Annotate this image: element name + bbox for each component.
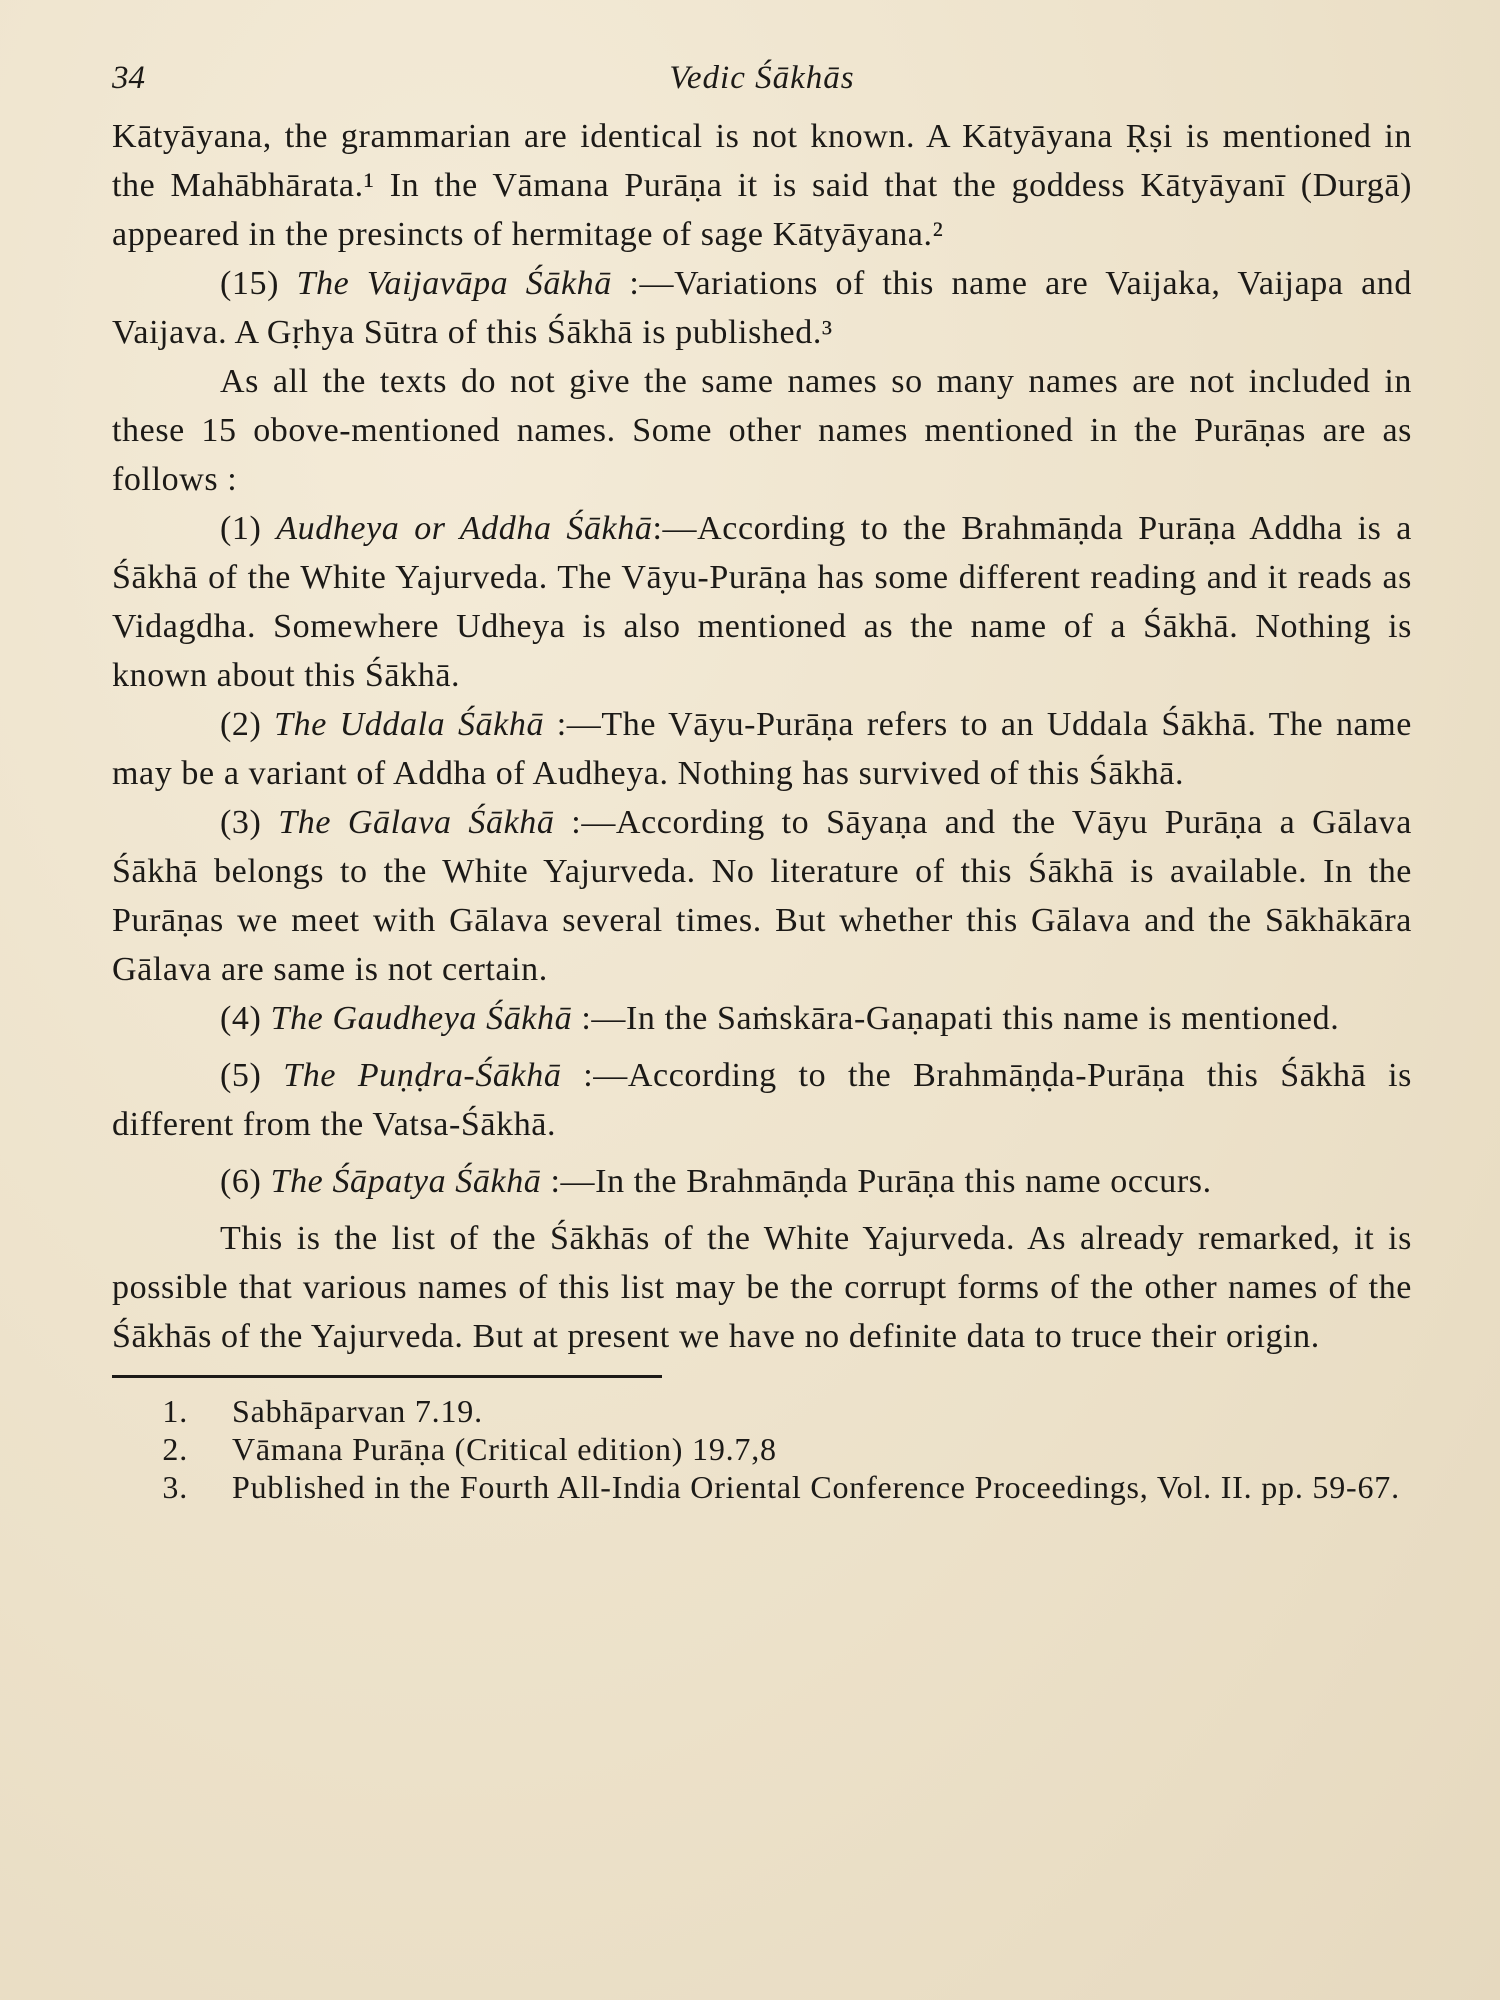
- item-label: The Śāpatya Śākhā: [270, 1163, 542, 1200]
- item-number: (3): [220, 804, 262, 841]
- paragraph-text: :—In the Brahmāṇda Purāṇa this name occurs.: [550, 1163, 1212, 1200]
- page-number: 34: [112, 60, 145, 96]
- item-number: (1): [220, 510, 262, 547]
- footnote-number: 2.: [162, 1431, 188, 1467]
- paragraph-text: :—The Vāyu-Purāṇa refers to an Uddala Śākhā. The name may be a variant of Addha of Audheya. Nothing has survived of this Śākhā.: [112, 706, 1412, 792]
- paragraph-pundra: [112, 1051, 1412, 1149]
- item-label: The Gālava Śākhā: [278, 804, 555, 841]
- item-label: The Uddala Śākhā: [274, 706, 545, 743]
- paragraph-conclusion: [112, 1214, 1412, 1361]
- footnotes: [112, 1392, 1412, 1506]
- paragraph-audheya: [112, 504, 1412, 700]
- paragraph-uddala: [112, 700, 1412, 798]
- paragraph-sapatya: [112, 1157, 1412, 1206]
- paragraph-galava: [112, 798, 1412, 994]
- footnote-number: 3.: [162, 1469, 188, 1505]
- item-label: The Vaijavāpa Śākhā: [296, 265, 612, 302]
- footnote-text: Sabhāparvan 7.19.: [232, 1393, 483, 1429]
- paragraph-text: :—According to the Brahmāṇḍa-Purāṇa this Śākhā is different from the Vatsa-Śākhā.: [112, 1057, 1412, 1143]
- item-label: The Puṇḍra-Śākhā: [283, 1057, 562, 1094]
- paragraph-text: As all the texts do not give the same names so many names are not included in these 15 obove-mentioned names. Some other names mentioned in the Purāṇas are as follows :: [112, 363, 1412, 498]
- body-text: [112, 112, 1412, 1361]
- item-label: The Gaudheya Śākhā: [270, 1000, 573, 1037]
- paragraph-text: :—According to Sāyaṇa and the Vāyu Purāṇa a Gālava Śākhā belongs to the White Yajurveda. No literature of this Śākhā is available. In the Purāṇas we meet with Gālava several times. But whether this Gālava and the Sākhākāra Gālava are same is not certain.: [112, 804, 1412, 988]
- paragraph-text: :—In the Saṁskāra-Gaṇapati this name is mentioned.: [581, 1000, 1340, 1037]
- item-number: (5): [220, 1057, 262, 1094]
- paragraph-other-names: [112, 357, 1412, 504]
- item-number: (6): [220, 1163, 262, 1200]
- item-label: Audheya or Addha Śākhā: [276, 510, 653, 547]
- paragraph-gaudheya: [112, 994, 1412, 1043]
- footnote-text: Vāmana Purāṇa (Critical edition) 19.7,8: [232, 1431, 777, 1467]
- paragraph: [112, 112, 1412, 259]
- footnote-text: Published in the Fourth All-India Oriental Conference Proceedings, Vol. II. pp. 59-67.: [232, 1469, 1400, 1505]
- footnote: [112, 1392, 1412, 1430]
- paragraph-text: :—According to the Brahmāṇda Purāṇa Addha is a Śākhā of the White Yajurveda. The Vāyu-Purāṇa has some different reading and it reads as Vidagdha. Somewhere Udheya is also mentioned as the name of a Śākhā. Nothing is known about this Śākhā.: [112, 510, 1412, 694]
- paragraph-text: Kātyāyana, the grammarian are identical is not known. A Kātyāyana Ṛṣi is mentioned in the Mahābhārata.¹ In the Vāmana Purāṇa it is said that the goddess Kātyāyanī (Durgā) appeared in the presincts of hermitage of sage Kātyāyana.²: [112, 118, 1412, 253]
- paragraph-vaijavapa: [112, 259, 1412, 357]
- item-number: (15): [220, 265, 280, 302]
- page-header: [112, 56, 1412, 112]
- footnote: [112, 1468, 1412, 1506]
- paragraph-text: This is the list of the Śākhās of the White Yajurveda. As already remarked, it is possible that various names of this list may be the corrupt forms of the other names of the Śākhās of the Yajurveda. But at present we have no definite data to truce their origin.: [112, 1220, 1412, 1355]
- footnote: [112, 1430, 1412, 1468]
- item-number: (4): [220, 1000, 262, 1037]
- item-number: (2): [220, 706, 262, 743]
- running-title: Vedic Śākhās: [669, 60, 855, 96]
- footnote-number: 1.: [162, 1393, 188, 1429]
- footnote-rule: [112, 1375, 662, 1378]
- paragraph-text: :—Variations of this name are Vaijaka, Vaijapa and Vaijava. A Gṛhya Sūtra of this Śākhā is published.³: [112, 265, 1412, 351]
